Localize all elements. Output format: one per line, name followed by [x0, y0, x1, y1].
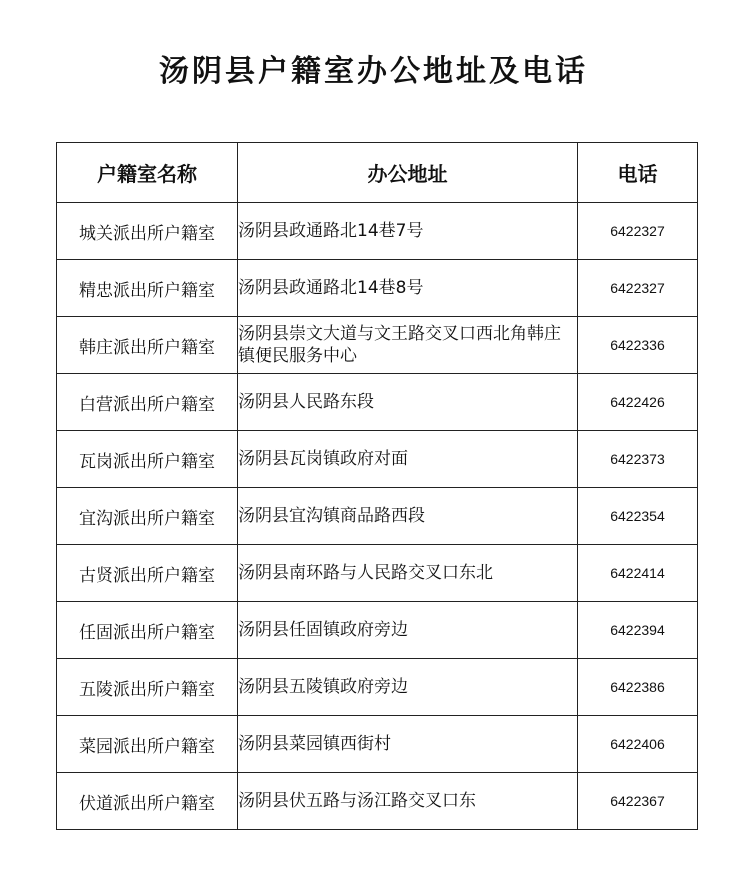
office-address: 汤阴县政通路北14巷7号: [238, 203, 578, 260]
table-row: [57, 260, 698, 317]
office-name: 伏道派出所户籍室: [57, 773, 238, 830]
office-phone: 6422367: [578, 773, 698, 830]
table-row: [57, 716, 698, 773]
office-name: 五陵派出所户籍室: [57, 659, 238, 716]
office-name: 城关派出所户籍室: [57, 203, 238, 260]
office-phone: 6422386: [578, 659, 698, 716]
office-address: 汤阴县崇文大道与文王路交叉口西北角韩庄镇便民服务中心: [238, 317, 578, 374]
office-name: 瓦岗派出所户籍室: [57, 431, 238, 488]
table-row: [57, 374, 698, 431]
table-row: [57, 602, 698, 659]
office-address: 汤阴县瓦岗镇政府对面: [238, 431, 578, 488]
table-row: [57, 659, 698, 716]
office-address: 汤阴县人民路东段: [238, 374, 578, 431]
office-address: 汤阴县伏五路与汤江路交叉口东: [238, 773, 578, 830]
header-address: 办公地址: [238, 143, 578, 203]
header-phone: 电话: [578, 143, 698, 203]
office-phone: 6422373: [578, 431, 698, 488]
office-phone: 6422336: [578, 317, 698, 374]
table-row: [57, 773, 698, 830]
office-phone: 6422327: [578, 203, 698, 260]
office-phone: 6422354: [578, 488, 698, 545]
office-name: 古贤派出所户籍室: [57, 545, 238, 602]
office-address: 汤阴县菜园镇西街村: [238, 716, 578, 773]
header-name: 户籍室名称: [57, 143, 238, 203]
office-name: 宜沟派出所户籍室: [57, 488, 238, 545]
table-row: [57, 203, 698, 260]
office-phone: 6422426: [578, 374, 698, 431]
office-address: 汤阴县五陵镇政府旁边: [238, 659, 578, 716]
office-name: 韩庄派出所户籍室: [57, 317, 238, 374]
table-header-row: [57, 143, 698, 203]
office-address: 汤阴县政通路北14巷8号: [238, 260, 578, 317]
office-table: [56, 142, 698, 830]
office-address: 汤阴县任固镇政府旁边: [238, 602, 578, 659]
page-title: 汤阴县户籍室办公地址及电话: [159, 54, 588, 89]
office-phone: 6422394: [578, 602, 698, 659]
office-phone: 6422406: [578, 716, 698, 773]
table-row: [57, 431, 698, 488]
office-phone: 6422327: [578, 260, 698, 317]
table-row: [57, 488, 698, 545]
office-name: 白营派出所户籍室: [57, 374, 238, 431]
table-row: [57, 317, 698, 374]
office-name: 菜园派出所户籍室: [57, 716, 238, 773]
office-name: 精忠派出所户籍室: [57, 260, 238, 317]
table-row: [57, 545, 698, 602]
office-address: 汤阴县宜沟镇商品路西段: [238, 488, 578, 545]
office-name: 任固派出所户籍室: [57, 602, 238, 659]
office-address: 汤阴县南环路与人民路交叉口东北: [238, 545, 578, 602]
office-phone: 6422414: [578, 545, 698, 602]
